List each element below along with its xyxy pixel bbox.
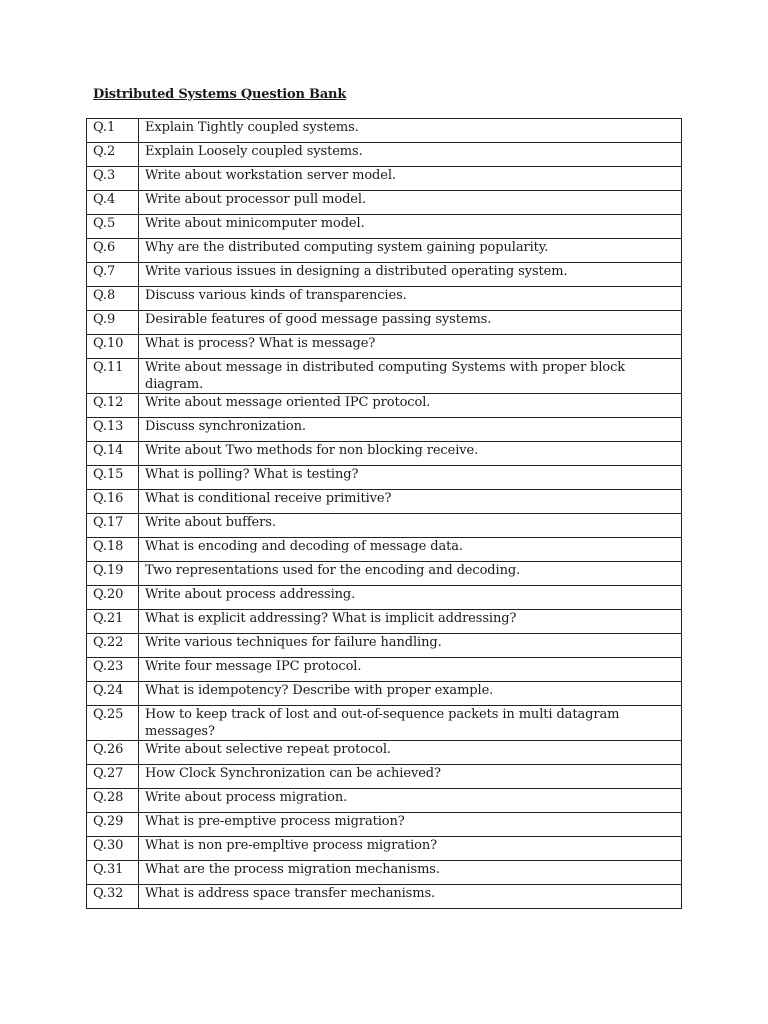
question-row bbox=[87, 287, 682, 311]
question-text: What is idempotency? Describe with proper example. bbox=[139, 682, 682, 706]
question-text: Write four message IPC protocol. bbox=[139, 658, 682, 682]
question-number: Q.23 bbox=[87, 658, 139, 682]
question-row bbox=[87, 706, 682, 741]
question-text: Write about process addressing. bbox=[139, 586, 682, 610]
question-text: Write about message in distributed computing Systems with proper block diagram. bbox=[139, 359, 682, 394]
question-text: Two representations used for the encoding and decoding. bbox=[139, 562, 682, 586]
question-row bbox=[87, 514, 682, 538]
question-number: Q.31 bbox=[87, 861, 139, 885]
question-row bbox=[87, 442, 682, 466]
question-text: Write various issues in designing a distributed operating system. bbox=[139, 263, 682, 287]
question-number: Q.32 bbox=[87, 885, 139, 909]
question-text: Discuss various kinds of transparencies. bbox=[139, 287, 682, 311]
question-row bbox=[87, 741, 682, 765]
question-number: Q.28 bbox=[87, 789, 139, 813]
question-row bbox=[87, 335, 682, 359]
question-row bbox=[87, 119, 682, 143]
question-number: Q.11 bbox=[87, 359, 139, 394]
question-number: Q.12 bbox=[87, 394, 139, 418]
question-number: Q.21 bbox=[87, 610, 139, 634]
question-text: What is pre-emptive process migration? bbox=[139, 813, 682, 837]
question-number: Q.16 bbox=[87, 490, 139, 514]
question-text: What is explicit addressing? What is implicit addressing? bbox=[139, 610, 682, 634]
question-row bbox=[87, 861, 682, 885]
question-number: Q.18 bbox=[87, 538, 139, 562]
question-number: Q.25 bbox=[87, 706, 139, 741]
question-row bbox=[87, 610, 682, 634]
question-number: Q.8 bbox=[87, 287, 139, 311]
question-row bbox=[87, 311, 682, 335]
question-text: Explain Tightly coupled systems. bbox=[139, 119, 682, 143]
question-row bbox=[87, 239, 682, 263]
question-row bbox=[87, 538, 682, 562]
question-row bbox=[87, 263, 682, 287]
question-number: Q.5 bbox=[87, 215, 139, 239]
question-row bbox=[87, 765, 682, 789]
question-row bbox=[87, 394, 682, 418]
question-number: Q.26 bbox=[87, 741, 139, 765]
question-row bbox=[87, 813, 682, 837]
question-row bbox=[87, 586, 682, 610]
question-number: Q.24 bbox=[87, 682, 139, 706]
question-text: Write about processor pull model. bbox=[139, 191, 682, 215]
question-text: What is non pre-empltive process migration? bbox=[139, 837, 682, 861]
question-number: Q.30 bbox=[87, 837, 139, 861]
question-row bbox=[87, 562, 682, 586]
question-row bbox=[87, 789, 682, 813]
question-text: Write about minicomputer model. bbox=[139, 215, 682, 239]
question-number: Q.13 bbox=[87, 418, 139, 442]
question-number: Q.14 bbox=[87, 442, 139, 466]
question-text: Write about workstation server model. bbox=[139, 167, 682, 191]
question-row bbox=[87, 143, 682, 167]
question-number: Q.17 bbox=[87, 514, 139, 538]
question-row bbox=[87, 466, 682, 490]
question-row bbox=[87, 215, 682, 239]
question-text: How to keep track of lost and out-of-sequence packets in multi datagram messages? bbox=[139, 706, 682, 741]
question-table-body bbox=[87, 119, 682, 909]
question-row bbox=[87, 634, 682, 658]
question-text: Discuss synchronization. bbox=[139, 418, 682, 442]
question-row bbox=[87, 359, 682, 394]
question-text: Why are the distributed computing system gaining popularity. bbox=[139, 239, 682, 263]
page-title: Distributed Systems Question Bank bbox=[93, 87, 347, 102]
question-number: Q.9 bbox=[87, 311, 139, 335]
question-text: How Clock Synchronization can be achieved? bbox=[139, 765, 682, 789]
question-number: Q.15 bbox=[87, 466, 139, 490]
question-text: Write about message oriented IPC protocol. bbox=[139, 394, 682, 418]
question-text: What is polling? What is testing? bbox=[139, 466, 682, 490]
question-row bbox=[87, 418, 682, 442]
question-number: Q.22 bbox=[87, 634, 139, 658]
question-number: Q.19 bbox=[87, 562, 139, 586]
question-text: What is address space transfer mechanisms. bbox=[139, 885, 682, 909]
question-number: Q.2 bbox=[87, 143, 139, 167]
question-number: Q.29 bbox=[87, 813, 139, 837]
question-number: Q.27 bbox=[87, 765, 139, 789]
question-number: Q.10 bbox=[87, 335, 139, 359]
question-text: Write about process migration. bbox=[139, 789, 682, 813]
question-text: Write about Two methods for non blocking receive. bbox=[139, 442, 682, 466]
question-number: Q.4 bbox=[87, 191, 139, 215]
question-text: What is encoding and decoding of message data. bbox=[139, 538, 682, 562]
question-row bbox=[87, 837, 682, 861]
question-number: Q.7 bbox=[87, 263, 139, 287]
question-row bbox=[87, 167, 682, 191]
question-row bbox=[87, 490, 682, 514]
question-text: What is process? What is message? bbox=[139, 335, 682, 359]
question-number: Q.3 bbox=[87, 167, 139, 191]
question-row bbox=[87, 658, 682, 682]
question-row bbox=[87, 885, 682, 909]
question-text: What are the process migration mechanisms. bbox=[139, 861, 682, 885]
question-table bbox=[86, 118, 682, 909]
question-text: Write various techniques for failure handling. bbox=[139, 634, 682, 658]
question-number: Q.1 bbox=[87, 119, 139, 143]
question-text: What is conditional receive primitive? bbox=[139, 490, 682, 514]
question-text: Desirable features of good message passing systems. bbox=[139, 311, 682, 335]
question-text: Write about selective repeat protocol. bbox=[139, 741, 682, 765]
question-text: Explain Loosely coupled systems. bbox=[139, 143, 682, 167]
question-row bbox=[87, 682, 682, 706]
question-row bbox=[87, 191, 682, 215]
question-number: Q.20 bbox=[87, 586, 139, 610]
question-text: Write about buffers. bbox=[139, 514, 682, 538]
question-number: Q.6 bbox=[87, 239, 139, 263]
